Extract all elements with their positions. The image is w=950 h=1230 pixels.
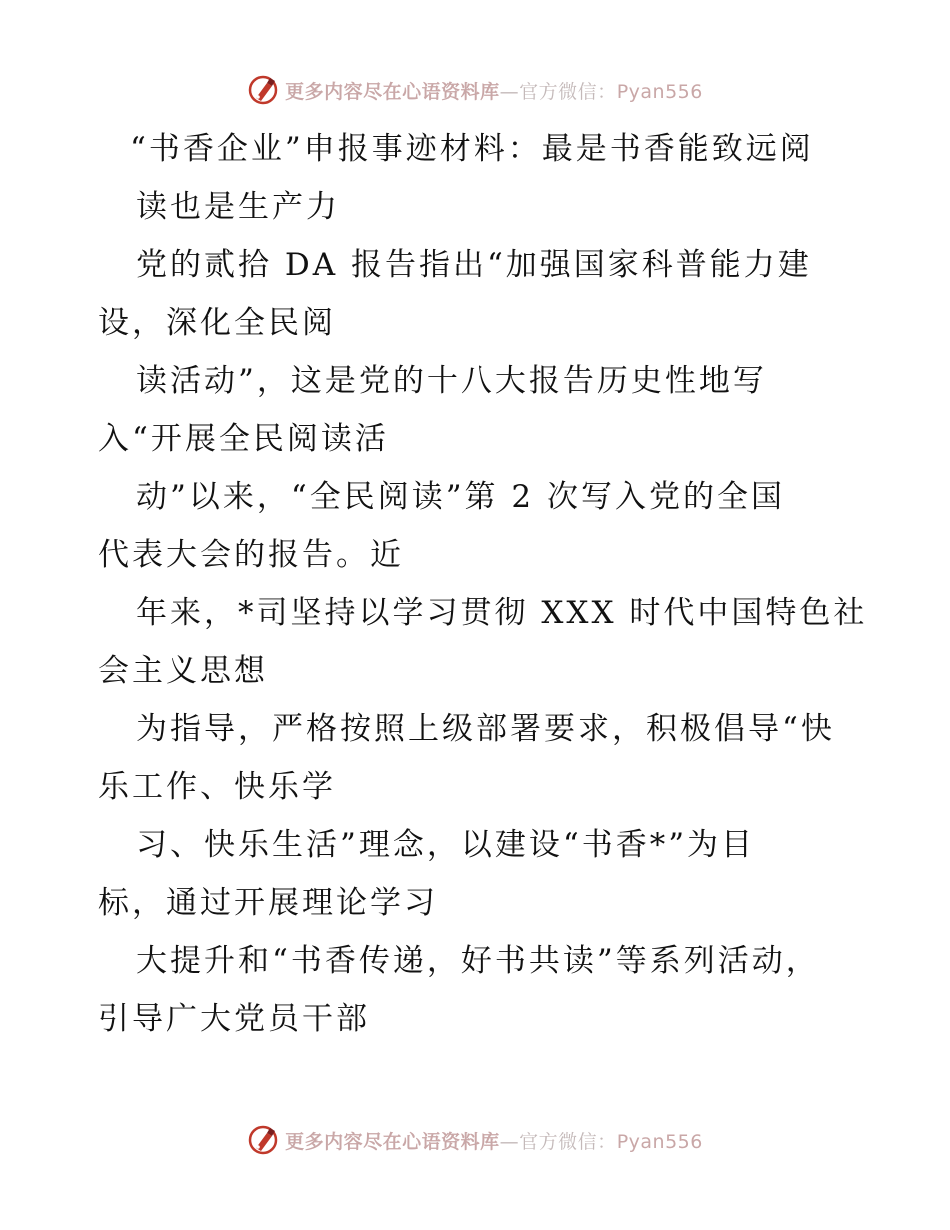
paragraph-line: 会主义思想 [98,653,268,689]
paragraph-line: 党的贰拾 DA 报告指出“加强国家科普能力建 [136,247,812,283]
paragraph-line: 年来，*司坚持以学习贯彻 XXX 时代中国特色社 [136,595,868,631]
paragraph-line: 标，通过开展理论学习 [98,885,438,921]
paragraph-line: 乐工作、快乐学 [98,769,336,805]
watermark-main-text: 更多内容尽在心语资料库 [285,80,500,103]
paragraph-line: 习、快乐生活”理念，以建设“书香*”为目 [136,827,756,863]
paragraph-line: 大提升和“书香传递，好书共读”等系列活动， [136,943,820,979]
pen-logo-icon [247,1123,281,1157]
watermark-sub-text: 官方微信： [519,1130,617,1153]
document-title-line-1: “书香企业”申报事迹材料：最是书香能致远阅 [130,131,814,167]
header-watermark [0,70,950,110]
paragraph-line: 引导广大党员干部 [98,1001,370,1037]
paragraph-line: 设，深化全民阅 [98,305,336,341]
watermark-wechat-id: Pyan556 [616,80,703,103]
paragraph-line: 读活动”，这是党的十八大报告历史性地写 [136,363,767,399]
watermark-dash: — [499,80,520,103]
watermark-main-text: 更多内容尽在心语资料库 [285,1130,500,1153]
paragraph-line: 入“开展全民阅读活 [98,421,389,457]
document-body [0,120,950,1048]
document-title-line-2: 读也是生产力 [136,189,340,225]
watermark-sub-text: 官方微信： [519,80,617,103]
watermark-dash: — [499,1130,520,1153]
watermark-wechat-id: Pyan556 [616,1130,703,1153]
paragraph-line: 为指导，严格按照上级部署要求，积极倡导“快 [136,711,835,747]
paragraph-line: 代表大会的报告。近 [98,537,404,573]
paragraph-line: 动”以来，“全民阅读”第 2 次写入党的全国 [136,479,785,515]
footer-watermark [0,1120,950,1160]
pen-logo-icon [247,73,281,107]
